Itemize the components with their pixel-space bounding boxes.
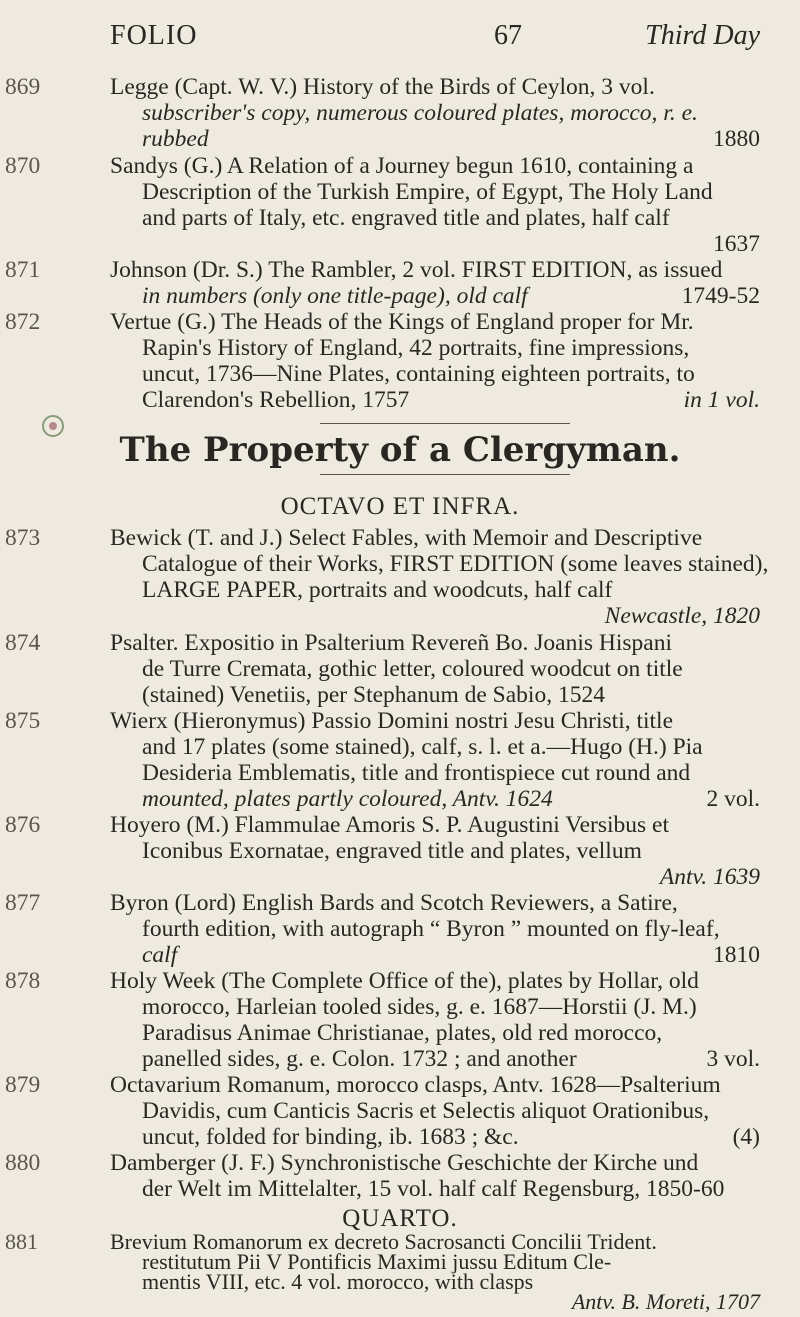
entry-line: Brevium Romanorum ex decreto Sacrosancti Concilii Trident. [110,1229,657,1254]
lot-number: 877 [5,890,41,916]
lot-number: 878 [5,968,41,994]
lot-entry [5,525,769,631]
subheading-octavo: OCTAVO ET INFRA. [280,493,520,520]
entry-line: der Welt im Mittelalter, 15 vol. half calf Regensburg, 1850-60 [142,1176,725,1202]
entry-line: subscriber's copy, numerous coloured plates, morocco, r. e. [142,100,698,126]
entry-line [110,1046,760,1072]
lot-number: 871 [5,257,41,283]
entry-line-text: calf [142,942,178,968]
lot-number: 879 [5,1072,41,1098]
lot-entry [5,1072,760,1150]
page-header [110,20,760,60]
entry-line [110,1124,760,1150]
entry-date: 1637 [713,231,760,257]
entry-line: uncut, 1736—Nine Plates, containing eighteen portraits, to [142,361,695,387]
entry-line-text: panelled sides, g. e. Colon. 1732 ; and another [142,1046,577,1072]
entry-date: 1749-52 [681,283,760,309]
lot-entry [5,74,760,152]
lot-entry [5,257,760,309]
entry-line: Holy Week (The Complete Office of the), plates by Hollar, old [110,968,699,994]
entry-line: Iconibus Exornatae, engraved title and plates, vellum [142,838,642,864]
quarto-entries [5,1229,760,1314]
entry-line: Desideria Emblematis, title and frontispiece cut round and [142,760,691,786]
entry-line: mentis VIII, etc. 4 vol. morocco, with clasps [142,1269,534,1294]
entry-date: 1810 [713,942,760,968]
entry-imprint: Antv. 1639 [659,864,760,890]
entry-line [110,942,760,968]
lot-number: 873 [5,525,41,551]
entry-line: Vertue (G.) The Heads of the Kings of England proper for Mr. [110,309,694,335]
lot-entry [5,153,760,259]
entry-volume: 3 vol. [706,1046,760,1072]
lot-entry [5,968,760,1072]
entry-line [110,126,760,152]
entry-date: 1880 [713,126,760,152]
header-day: Third Day [645,20,760,51]
entry-line: and 17 plates (some stained), calf, s. l. et a.—Hugo (H.) Pia [142,734,703,760]
section-rule-top [320,423,570,424]
entry-line: fourth edition, with autograph “ Byron ” mounted on fly-leaf, [142,916,720,942]
entry-line: Antv. B. Moreti, 1707 [571,1289,760,1314]
lot-entry [5,309,760,413]
entry-line: Psalter. Expositio in Psalterium Revereñ Bo. Joanis Hispani [110,630,672,656]
entry-line: Byron (Lord) English Bards and Scotch Reviewers, a Satire, [110,890,678,916]
lot-number: 881 [5,1229,38,1254]
entry-line-text: rubbed [142,126,209,152]
entry-line: Wierx (Hieronymus) Passio Domini nostri Jesu Christi, title [110,708,674,734]
entry-volume: 2 vol. [706,786,760,812]
entry-line: and parts of Italy, etc. engraved title and plates, half calf [142,205,670,231]
entry-line-text: uncut, folded for binding, ib. 1683 ; &c. [142,1124,519,1150]
entry-imprint: Newcastle, 1820 [604,603,760,629]
entry-line: (stained) Venetiis, per Stephanum de Sabio, 1524 [142,682,605,708]
lot-entry [5,708,760,812]
entry-line [110,231,760,259]
entry-line: Johnson (Dr. S.) The Rambler, 2 vol. FIRST EDITION, as issued [110,257,723,283]
entry-line: Rapin's History of England, 42 portraits, fine impressions, [142,335,690,361]
entry-line: Description of the Turkish Empire, of Egypt, The Holy Land [142,179,713,205]
header-folio: FOLIO [110,20,198,51]
lot-number: 874 [5,630,41,656]
lot-number: 880 [5,1150,41,1176]
entry-line: restitutum Pii V Pontificis Maximi jussu Editum Cle- [142,1249,612,1274]
lot-entry [5,890,760,968]
lot-number: 875 [5,708,41,734]
entry-line: Catalogue of their Works, FIRST EDITION (some leaves stained), [142,551,769,577]
entry-line: Damberger (J. F.) Synchronistische Geschichte der Kirche und [110,1150,699,1176]
entry-line: Paradisus Animae Christianae, plates, old red morocco, [142,1020,663,1046]
entry-line [110,283,760,309]
entry-line: Davidis, cum Canticis Sacris et Selectis aliquot Orationibus, [142,1098,710,1124]
lot-entry [5,630,760,708]
entry-line: Octavarium Romanum, morocco clasps, Antv. 1628—Psalterium [110,1072,721,1098]
entry-line-text: Clarendon's Rebellion, 1757 [142,387,410,413]
entry-line: morocco, Harleian tooled sides, g. e. 1687—Horstii (J. M.) [142,994,697,1020]
entry-line: Hoyero (M.) Flammulae Amoris S. P. Augustini Versibus et [110,812,669,838]
section-rule-bottom [320,474,570,475]
entry-line: Bewick (T. and J.) Select Fables, with Memoir and Descriptive [110,525,703,551]
section-title: The Property of a Clergyman. [119,430,681,470]
entry-volume: in 1 vol. [683,387,760,413]
entry-line: Sandys (G.) A Relation of a Journey begun 1610, containing a [110,153,694,179]
entry-line [110,387,760,413]
entry-line-text: mounted, plates partly coloured, Antv. 1624 [142,786,553,812]
entry-count: (4) [732,1124,760,1150]
entry-line [110,786,760,812]
subheading-quarto: QUARTO. [342,1205,458,1232]
lot-number: 870 [5,153,41,179]
lot-number: 872 [5,309,41,335]
entry-line [110,603,760,631]
lot-number: 869 [5,74,41,100]
entry-line: LARGE PAPER, portraits and woodcuts, half calf [142,577,613,603]
header-page-number: 67 [494,20,522,51]
lot-number: 876 [5,812,41,838]
entry-line: Legge (Capt. W. V.) History of the Birds of Ceylon, 3 vol. [110,74,655,100]
entry-line-text: in numbers (only one title-page), old calf [142,283,528,309]
lot-entry [5,812,760,892]
lot-entry [5,1150,760,1202]
entry-line [110,864,760,892]
entry-line: de Turre Cremata, gothic letter, coloured woodcut on title [142,656,683,682]
